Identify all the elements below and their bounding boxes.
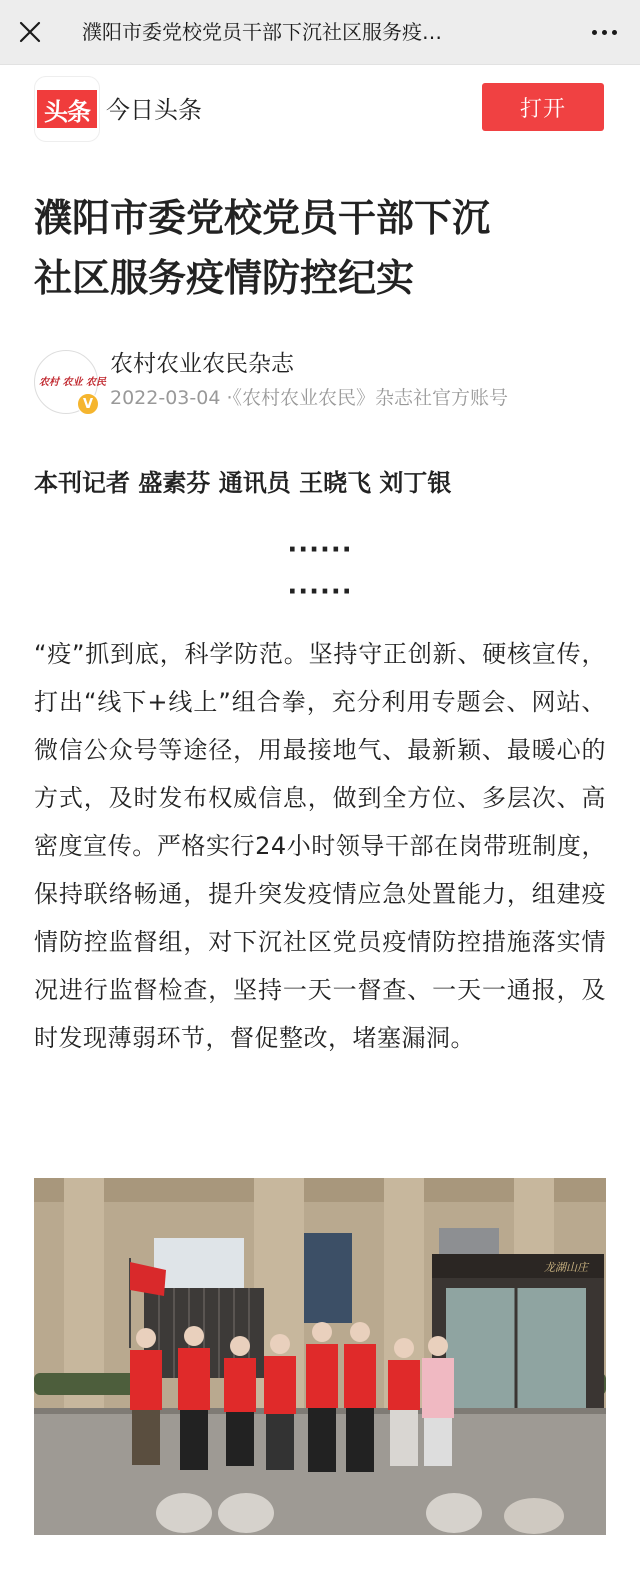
more-options-button[interactable]: [584, 17, 624, 47]
app-logo-text: 头条: [37, 90, 97, 128]
author-name[interactable]: 农村农业农民杂志: [110, 351, 294, 377]
close-button[interactable]: [10, 12, 50, 52]
author-info[interactable]: [34, 348, 606, 418]
verified-badge-icon: V: [77, 393, 99, 415]
headline-line-2: 社区服务疫情防控纪实: [34, 256, 415, 300]
app-promo-bar: [0, 64, 640, 156]
publish-meta: 2022-03-04 ·《农村农业农民》杂志社官方账号: [110, 387, 508, 409]
photo-illustration: [34, 1178, 606, 1535]
article-paragraph: “疫”抓到底，科学防范。坚持守正创新、硬核宣传，打出“线下+线上”组合拳，充分利用专题会、网站、微信公众号等途径，用最接地气、最新颖、最暖心的方式，及时发布权威信息，做到全方位、多层次、高密度宣传。严格实行24小时领导干部在岗带班制度，保持联络畅通，提升突发疫情应急处置能力，组建疫情防控监督组，对下沉社区党员疫情防控措施落实情况进行监督检查，坚持一天一督查、一天一通报，及时发现薄弱环节，督促整改，堵塞漏洞。: [34, 640, 606, 1052]
page-title: 濮阳市委党校党员干部下沉社区服务疫…: [82, 20, 442, 44]
avatar-logo-text: 农村 农业 农民: [39, 377, 106, 388]
author-avatar[interactable]: [34, 350, 106, 414]
article-byline: 本刊记者 盛素芬 通讯员 王晓飞 刘丁银: [34, 469, 452, 497]
article-photo[interactable]: [34, 1178, 606, 1535]
more-dot: [612, 30, 617, 35]
headline-line-1: 濮阳市委党校党员干部下沉: [34, 196, 491, 240]
open-app-button[interactable]: 打开: [482, 83, 604, 131]
app-logo: [34, 76, 100, 142]
app-name: 今日头条: [106, 96, 202, 124]
more-dot: [602, 30, 607, 35]
article-headline: [34, 188, 606, 308]
close-icon: [18, 20, 42, 44]
more-dots-icon: [592, 30, 597, 35]
top-navigation-bar: [0, 0, 640, 65]
ellipsis-separator: ······: [287, 577, 353, 607]
booth-sign-text: 龙湖山庄: [544, 1261, 588, 1274]
ellipsis-separator: ······: [287, 535, 353, 565]
